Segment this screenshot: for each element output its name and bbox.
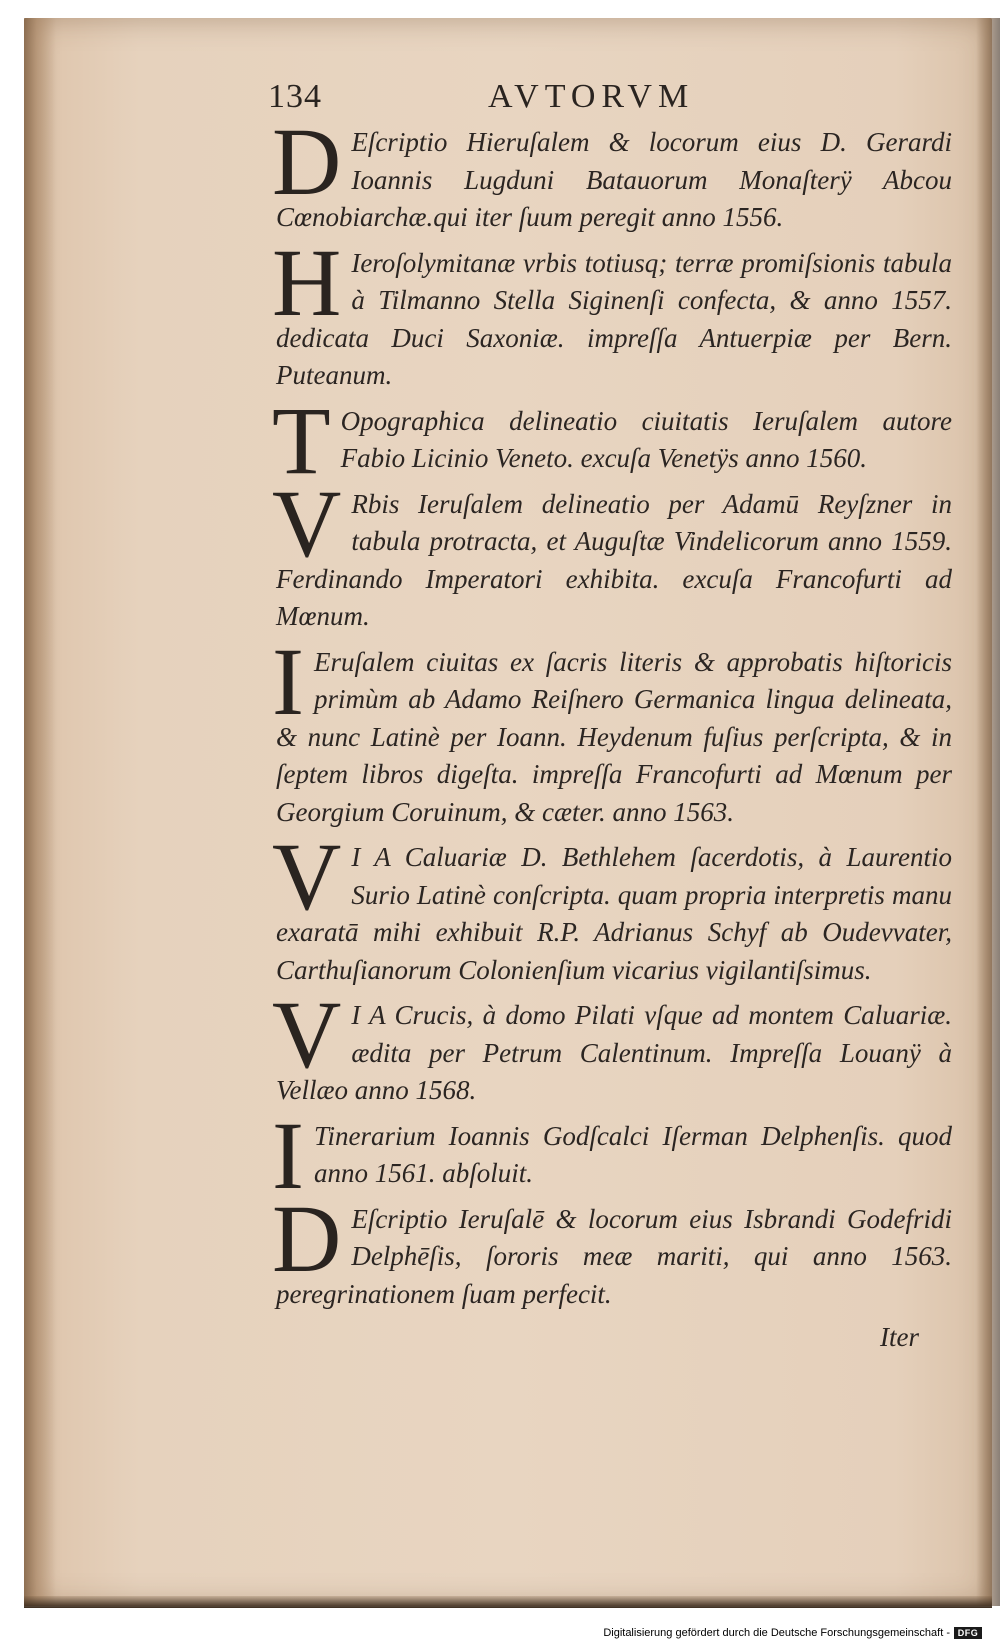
page-header (268, 78, 768, 122)
drop-initial: V (272, 981, 342, 1088)
bibliography-entry (272, 823, 952, 989)
drop-initial: D (272, 1184, 342, 1292)
dfg-logo-icon[interactable]: DFG (954, 1627, 982, 1639)
entry-text: Eſcriptio Ieruſalē & locorum eius Isbrandi Godefridi Delphēſis, ſororis meæ mariti, qui anno 1563. peregrinationem ſuam perfecit. (276, 1203, 952, 1309)
bibliography-entry (272, 228, 952, 395)
entry-text: Eſcriptio Hieruſalem & locorum eius D. Gerardi Ioannis Lugduni Batauorum Monaſterÿ Abcou Cœnobiarchæ.qui iter ſuum peregit anno 1556. (276, 127, 952, 232)
drop-initial: I (272, 1101, 304, 1209)
entry-text: Rbis Ieruſalem delineatio per Adamū Reyſzner in tabula protracta, et Auguſtæ Vindelicorum anno 1559. Ferdinando Imperatori exhibita. excuſa Francofurti ad Mœnum. (276, 488, 952, 631)
page-gutter-shadow (24, 18, 56, 1606)
drop-initial: D (272, 108, 342, 215)
drop-initial: T (272, 386, 331, 494)
bibliography-entry (272, 1101, 952, 1209)
bibliography-entry (272, 981, 952, 1110)
page-right-edge (976, 18, 1000, 1606)
running-head: AVTORVM (488, 78, 695, 115)
bibliography-entry (272, 627, 952, 832)
drop-initial: I (272, 627, 304, 735)
bibliography-entry (272, 469, 952, 636)
bibliography-entry (272, 386, 952, 494)
entry-text: I A Crucis, à domo Pilati vſque ad montem Caluariæ. ædita per Petrum Calentinum. Impreſſa Louanÿ à Vellæo anno 1568. (276, 1000, 952, 1105)
entry-text: Eruſalem ciuitas ex ſacris literis & approbatis hiſtoricis primùm ab Adamo Reiſnero Germanica lingua delineata, & nunc Latinè per Ioann. Heydenum fuſius perſcripta, & in ſeptem libros digeſta. impreſſa Francofurti ad Mœnum per Georgium Coruinum, & cæter. anno 1563. (276, 646, 952, 827)
entry-text: Tinerarium Ioannis Godſcalci Iſerman Delphenſis. quod anno 1561. abſoluit. (313, 1120, 952, 1188)
drop-initial: H (272, 228, 342, 336)
bibliography-list (272, 108, 952, 1321)
entry-text: Ieroſolymitanæ vrbis totiusq; terræ promiſsionis tabula à Tilmanno Stella Siginenſi confecta, & anno 1557. dedicata Duci Saxoniæ. impreſſa Antuerpiæ per Bern. Puteanum. (276, 247, 952, 390)
bibliography-entry (272, 1184, 952, 1314)
drop-initial: V (272, 469, 342, 577)
catchword: Iter (880, 1322, 919, 1352)
drop-initial: V (272, 823, 342, 930)
page-number: 134 (268, 78, 322, 115)
entry-text: Opographica delineatio ciuitatis Ieruſalem autore Fabio Licinio Veneto. excuſa Venetÿs anno 1560. (340, 405, 952, 473)
digitization-credit: Digitalisierung gefördert durch die Deutsche Forschungsgemeinschaft - (603, 1627, 950, 1639)
bibliography-entry (272, 108, 952, 237)
entry-text: I A Caluariæ D. Bethlehem ſacerdotis, à Laurentio Surio Latinè conſcripta. quam propria interpretis manu exaratā mihi exhibuit R.P. Adrianus Schyf ab Oudevvater, Carthuſianorum Colonienſium vicarius vigilantiſsimus. (276, 842, 952, 985)
page-bottom-edge (24, 1596, 992, 1608)
